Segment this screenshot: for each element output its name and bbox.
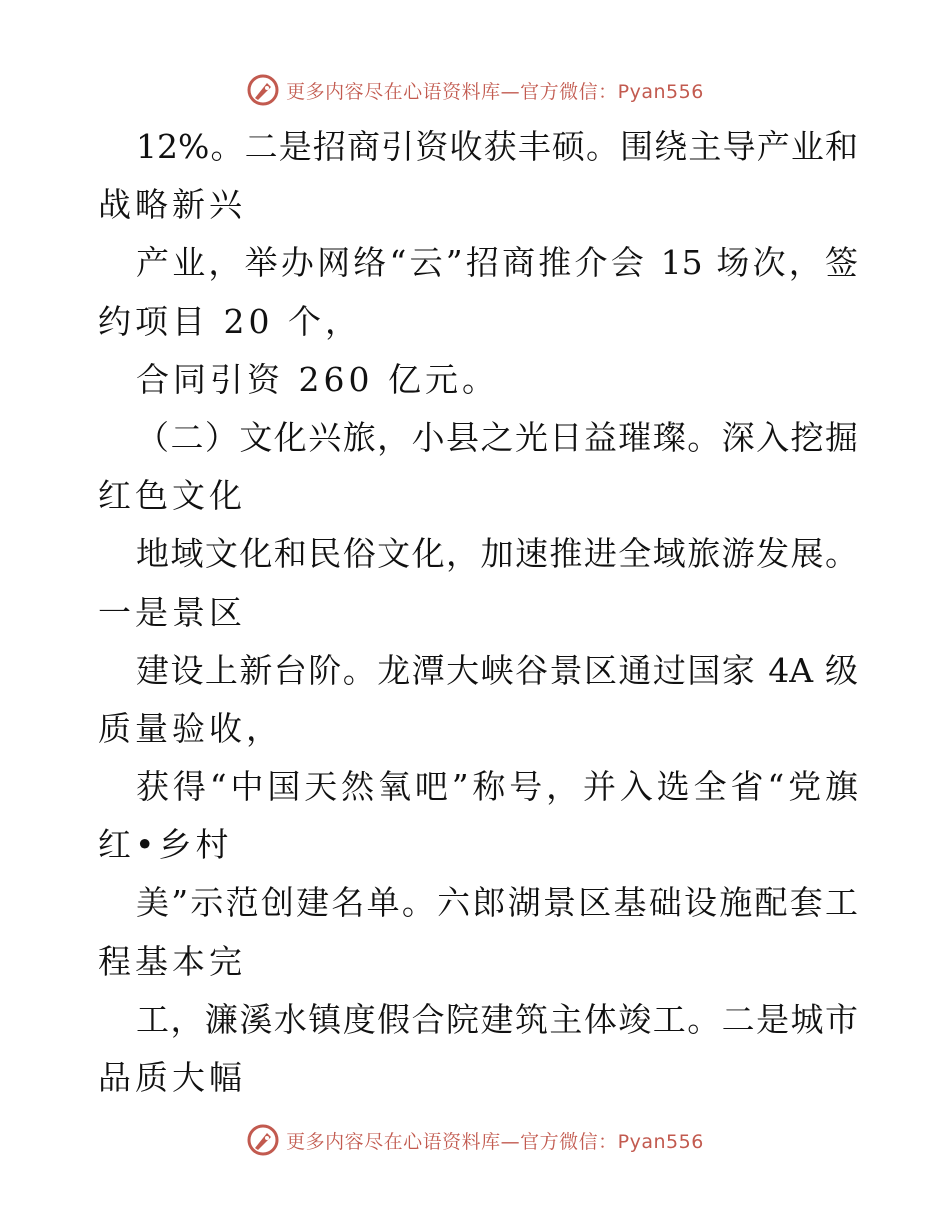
- text-line: 红色文化: [98, 476, 246, 516]
- pen-nib-circle-icon: [246, 1123, 280, 1157]
- body-text: [98, 118, 858, 1107]
- text-line: 地域文化和民俗文化，加速推进全域旅游发展。: [136, 534, 858, 574]
- text-line: 12%。二是招商引资收获丰硕。围绕主导产业和: [136, 127, 858, 166]
- pen-nib-circle-icon: [246, 73, 280, 107]
- text-line: 约项目 20 个，: [98, 301, 362, 341]
- text-line: 战略新兴: [98, 185, 246, 225]
- text-line: 程基本完: [98, 941, 246, 981]
- text-line: 获得“中国天然氧吧”称号，并入选全省“党旗: [136, 767, 858, 807]
- text-line: 合同引资 260 亿元。: [136, 359, 499, 399]
- header-banner-text: 更多内容尽在心语资料库—官方微信：Pyan556: [286, 80, 704, 103]
- footer-banner: [0, 1120, 950, 1160]
- text-line: 美”示范创建名单。六郎湖景区基础设施配套工: [136, 883, 858, 923]
- text-line: 红•乡村: [98, 825, 233, 865]
- text-line: （二）文化兴旅，小县之光日益璀璨。深入挖掘: [136, 417, 858, 457]
- footer-banner-text: 更多内容尽在心语资料库—官方微信：Pyan556: [286, 1130, 704, 1153]
- header-banner: [0, 70, 950, 110]
- text-line: 质量验收，: [98, 708, 283, 748]
- text-line: 品质大幅: [98, 1058, 246, 1097]
- text-line: 建设上新台阶。龙潭大峡谷景区通过国家 4A 级: [136, 650, 858, 690]
- text-line: 一是景区: [98, 592, 246, 632]
- text-line: 产业，举办网络“云”招商推介会 15 场次，签: [136, 243, 858, 283]
- text-line: 工，濂溪水镇度假合院建筑主体竣工。二是城市: [136, 999, 858, 1039]
